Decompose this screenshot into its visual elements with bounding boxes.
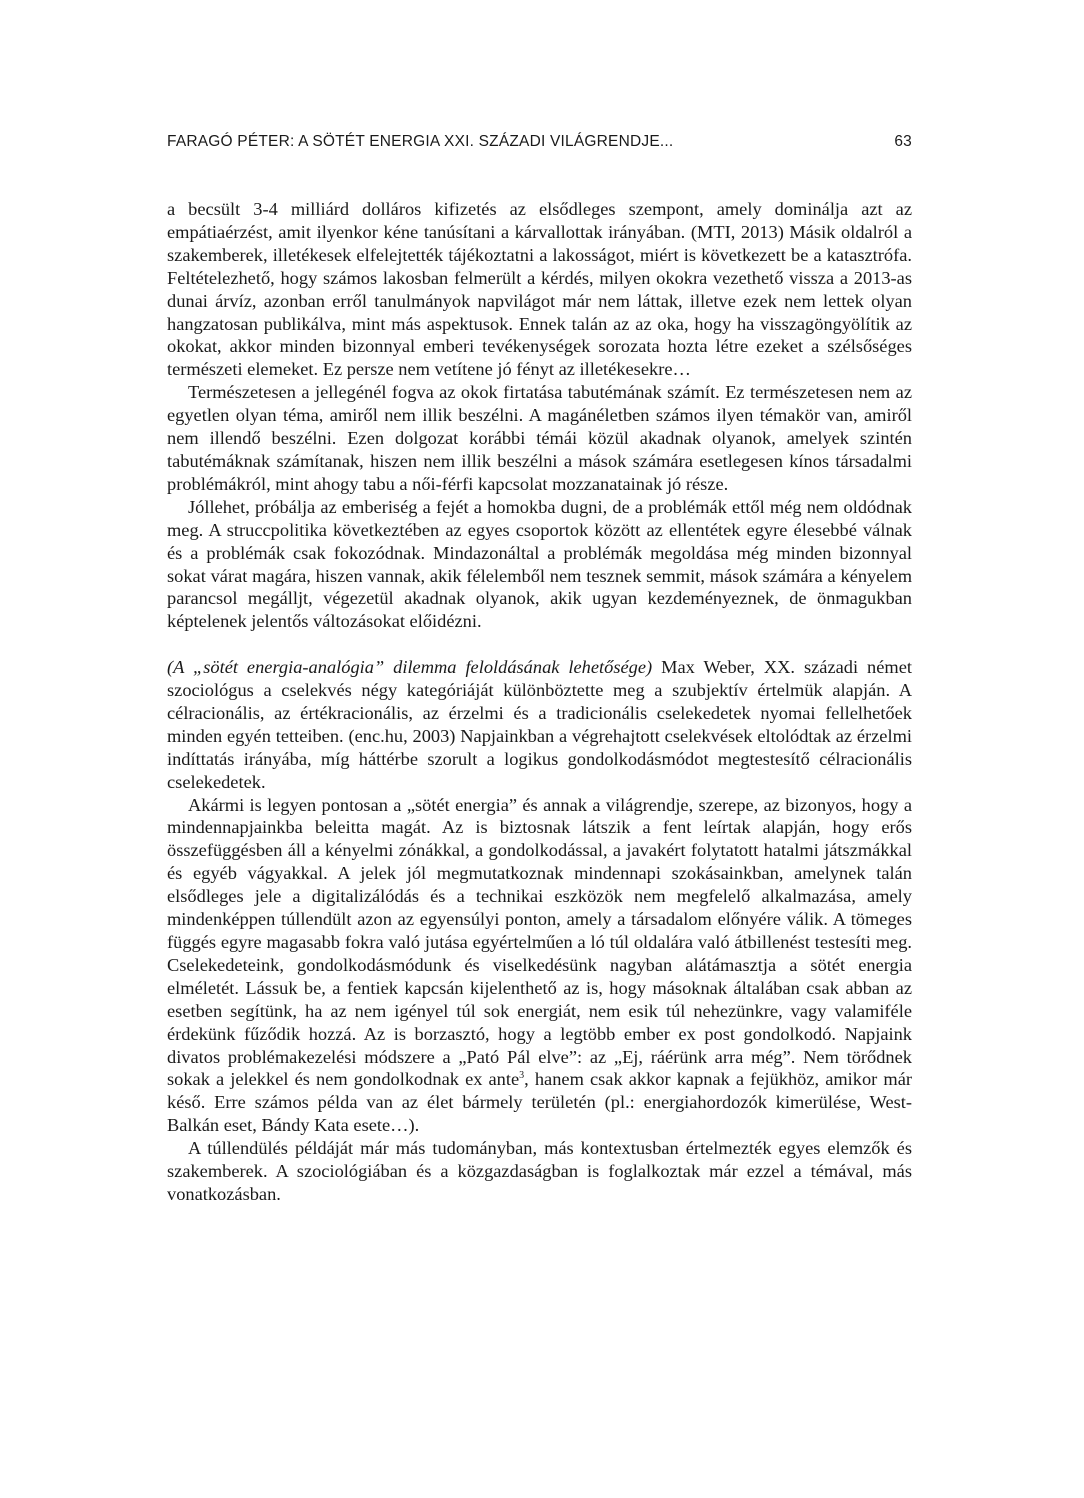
paragraph-3: Jóllehet, próbálja az emberiség a fejét a homokba dugni, de a problémák ettől még nem oldódnak meg. A struccpolitika következtében az egyes csoportok között az ellentétek egyre élesebbé válnak és a problémák csak fokozódnak. Mindazonáltal a problémák megoldása még minden bizonnyal sokat várat magára, hiszen vannak, akik félelemből nem tesznek semmit, mások számára a kényelem parancsol megálljt, végezetül akadnak olyanok, akik ugyan kezdeményeznek, de önmagukban képtelenek jelentős változásokat előidézni.: [167, 496, 912, 632]
paragraph-5: [167, 794, 912, 1138]
section-heading: (A „sötét energia-analógia” dilemma feloldásának lehetősége): [167, 657, 653, 678]
paragraph-6: A túllendülés példáját már más tudományban, más kontextusban értelmezték egyes elemzők és szakemberek. A szociológiában és a közgazdaságban is foglalkoztak már ezzel a témával, más vonatkozásban.: [167, 1138, 912, 1204]
paragraph-1: a becsült 3-4 milliárd dolláros kifizetés az elsődleges szempont, amely dominálja azt az empátiaérzést, amit ilyenkor kéne tanúsítani a kárvallottak irányában. (MTI, 2013) Másik oldalról a szakemberek, illetékesek elfelejtették tájékoztatni a lakosságot, miért is következett be a katasztrófa. Feltételezhető, hogy számos lakosban felmerült a kérdés, milyen okokra vezethető vissza a 2013-as dunai árvíz, azonban erről tanulmányok napvilágot már nem láttak, illetve ezek nem lettek olyan hangzatosan publikálva, mint más aspektusok. Ennek talán az az oka, hogy ha visszagöngyölítik az okokat, akkor minden bizonnyal emberi tevékenységek sorozata hozta létre ezeket a szélsőséges természeti elemeket. Ez persze nem vetítene jó fényt az illetékesekre…: [167, 199, 912, 380]
paragraph-5-text-b: , hanem csak akkor kapnak a fejükhöz, amikor már késő. Erre számos példa van az élet bármely területén (pl.: energiahordozók kimerülése, West-Balkán eset, Bándy Kata esete…).: [167, 1069, 912, 1136]
paragraph-4-text: Max Weber, XX. századi német szociológus a cselekvés négy kategóriáját különböztette meg a szubjektív értelmük alapján. A célracionális, az értékracionális, az érzelmi és a tradicionális cselekedetek nyomai fellelhetőek minden egyén tetteiben. (enc.hu, 2003) Napjainkban a végrehajtott cselekvések eltolódtak az érzelmi indíttatás irányába, míg háttérbe szorult a logikus gondolkodásmódot megtestesítő célracionális cselekedetek.: [167, 657, 912, 792]
paragraph-5-text-a: Akármi is legyen pontosan a „sötét energia” és annak a világrendje, szerepe, az bizonyos, hogy a mindennapjainkba beleitta magát. Az is biztosnak látszik a fent leírtak alapján, hogy erős összefüggésben áll a kényelmi zónákkal, a gondolkodással, a javakért folytatott hatalmi játszmákkal és egyéb vágyakkal. A jelek jól megmutatkoznak mindennapi szokásainkban, amelynek talán elsődleges jele a digitalizálódás és a technikai eszközök nem megfelelő alkalmazása, amely mindenképpen túllendült azon az egyensúlyi ponton, amely a társadalom előnyére válik. A tömeges függés egyre magasabb fokra való jutása egyértelműen a ló túl oldalára való átbillenést testesíti meg. Cselekedeteink, gondolkodásmódunk és viselkedésünk nagyban alátámasztja a sötét energia elméletét. Lássuk be, a fentiek kapcsán kijelenthető az is, hogy másoknak általában csak abban az esetben segítünk, ha az nem igényel túl sok energiát, nem esik túl nehezünkre, vagy valamiféle érdekünk fűződik hozzá. Az is borzasztó, hogy a legtöbb ember ex post gondolkodó. Napjaink divatos problémakezelési módszere a „Pató Pál elve”: az „Ej, ráérünk arra még”. Nem törődnek sokak a jelekkel és nem gondolkodnak ex ante: [167, 794, 912, 1090]
body-text: [167, 198, 912, 1206]
paragraph-2: Természetesen a jellegénél fogva az okok firtatása tabutémának számít. Ez természetesen nem az egyetlen olyan téma, amiről nem illik beszélni. A magánéletben számos ilyen témakör van, amiről nem illendő beszélni. Ezen dolgozat korábbi témái közül akadnak olyanok, amelyek szintén tabutémáknak számítanak, hiszen nem illik beszélni a mások számára esetlegesen kínos társadalmi problémákról, mint ahogy tabu a női-férfi kapcsolat mozzanatainak jó része.: [167, 382, 912, 494]
running-header: [167, 133, 912, 157]
running-title: FARAGÓ PÉTER: A SÖTÉT ENERGIA XXI. SZÁZADI VILÁGRENDJE...: [167, 133, 674, 150]
page-number: 63: [894, 133, 912, 150]
paragraph-4: [167, 656, 912, 793]
footnote-mark[interactable]: 3: [519, 1070, 525, 1082]
